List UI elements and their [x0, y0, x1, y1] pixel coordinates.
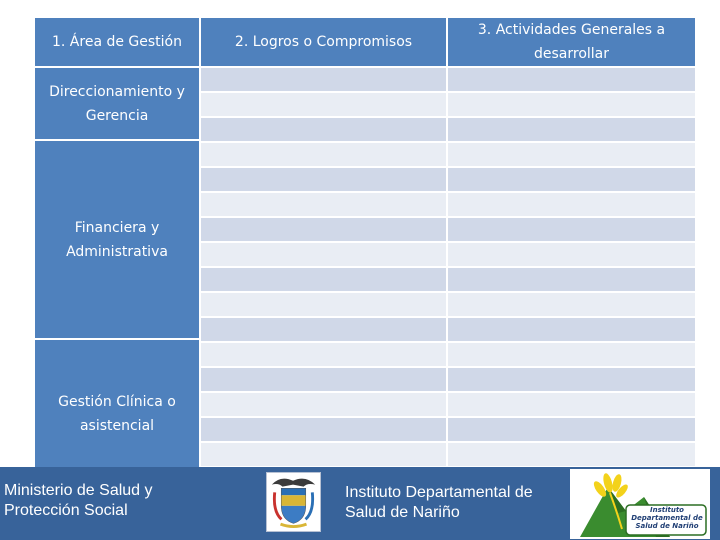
actividades-cell [448, 343, 695, 366]
logros-cell [201, 243, 446, 266]
logros-cell [201, 293, 446, 316]
actividades-cell [448, 443, 695, 466]
actividades-cell [448, 218, 695, 241]
institute-logo-text: Instituto Departamental de Salud de Nariño [631, 506, 703, 530]
actividades-cell [448, 118, 695, 141]
actividades-cell [448, 393, 695, 416]
area-gestion-clinica: Gestión Clínica o asistencial [35, 340, 199, 487]
logros-cell [201, 218, 446, 241]
logros-cell [201, 68, 446, 91]
actividades-cell [448, 368, 695, 391]
logros-cell [201, 393, 446, 416]
logros-cell [201, 193, 446, 216]
actividades-cell [448, 68, 695, 91]
actividades-cell [448, 243, 695, 266]
footer-bar [0, 467, 720, 540]
logros-cell [201, 368, 446, 391]
logros-cell [201, 418, 446, 441]
header-actividades: 3. Actividades Generales a desarrollar [448, 18, 695, 66]
institute-logo [570, 469, 710, 539]
logros-cell [201, 93, 446, 116]
institute-name: Instituto Departamental de Salud de Nariño [345, 484, 533, 521]
actividades-cell [448, 268, 695, 291]
actividades-cell [448, 293, 695, 316]
header-logros: 2. Logros o Compromisos [201, 18, 446, 66]
area-financiera: Financiera y Administrativa [35, 141, 199, 338]
colombia-coat-of-arms-icon [266, 472, 321, 532]
actividades-cell [448, 143, 695, 166]
logros-cell [201, 268, 446, 291]
ministry-name: Ministerio de Salud y Protección Social [4, 482, 153, 519]
actividades-cell [448, 193, 695, 216]
actividades-cell [448, 418, 695, 441]
logros-cell [201, 168, 446, 191]
logros-cell [201, 143, 446, 166]
actividades-cell [448, 168, 695, 191]
logros-cell [201, 443, 446, 466]
header-area: 1. Área de Gestión [35, 18, 199, 66]
actividades-cell [448, 93, 695, 116]
logros-cell [201, 343, 446, 366]
area-direccionamiento: Direccionamiento y Gerencia [35, 68, 199, 139]
logros-cell [201, 118, 446, 141]
actividades-cell [448, 318, 695, 341]
logros-cell [201, 318, 446, 341]
